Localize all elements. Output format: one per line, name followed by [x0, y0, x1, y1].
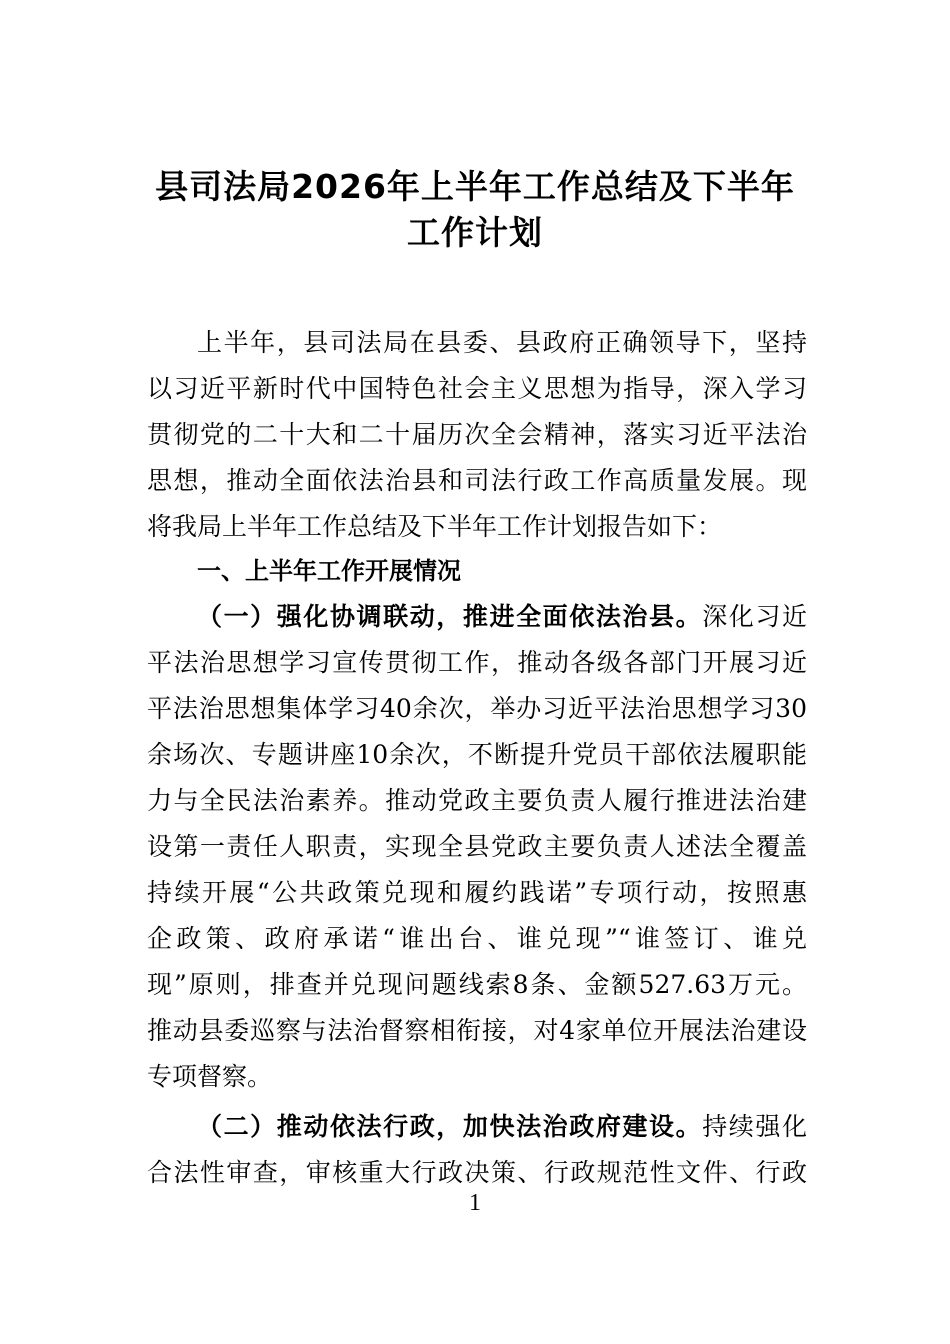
item-1-lead: （一）强化协调联动，推进全面依法治县。 [197, 602, 703, 631]
intro-line: 以习近平新时代中国特色社会主义思想为指导，深入学习 [147, 374, 807, 403]
item-1-line: 专项督察。 [147, 1062, 273, 1091]
intro-line: 贯彻党的二十大和二十届历次全会精神，落实习近平法治 [147, 420, 807, 449]
item-1-line: 设第一责任人职责，实现全县党政主要负责人述法全覆盖 [147, 832, 807, 861]
item-1-line: 平法治思想集体学习40余次，举办习近平法治思想学习30 [147, 694, 807, 723]
document-title-line-1: 县司法局2026年上半年工作总结及下半年 [155, 167, 795, 206]
document-title-line-2: 工作计划 [407, 213, 543, 252]
item-1-line: 企政策、政府承诺“谁出台、谁兑现”“谁签订、谁兑 [147, 924, 807, 953]
item-1-line: 力与全民法治素养。推动党政主要负责人履行推进法治建 [147, 786, 807, 815]
section-heading: 一、上半年工作开展情况 [197, 557, 461, 585]
intro-line: 将我局上半年工作总结及下半年工作计划报告如下： [147, 512, 723, 541]
item-2-first-line-rest: 持续强化 [702, 1112, 807, 1141]
page-number: 1 [469, 1190, 481, 1216]
item-1-first-line [197, 594, 807, 640]
item-1-line: 现”原则，排查并兑现问题线索8条、金额527.63万元。 [147, 970, 807, 999]
item-2-line: 合法性审查，审核重大行政决策、行政规范性文件、行政 [147, 1158, 807, 1187]
item-1-line: 平法治思想学习宣传贯彻工作，推动各级各部门开展习近 [147, 648, 807, 677]
item-1-line: 持续开展“公共政策兑现和履约践诺”专项行动，按照惠 [147, 878, 807, 907]
item-2-first-line [197, 1104, 807, 1150]
item-1-line: 推动县委巡察与法治督察相衔接，对4家单位开展法治建设 [147, 1016, 807, 1045]
item-1-first-line-rest: 深化习近 [702, 602, 807, 631]
intro-line: 思想，推动全面依法治县和司法行政工作高质量发展。现 [147, 466, 807, 495]
intro-line: 上半年，县司法局在县委、县政府正确领导下，坚持 [197, 328, 807, 357]
item-2-lead: （二）推动依法行政，加快法治政府建设。 [197, 1112, 703, 1141]
item-1-line: 余场次、专题讲座10余次，不断提升党员干部依法履职能 [147, 740, 807, 769]
